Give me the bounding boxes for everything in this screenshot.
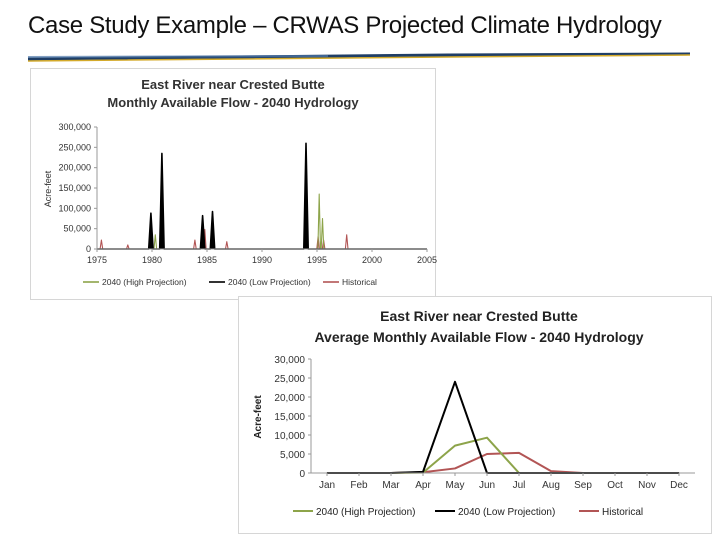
monthly-flow-chart-panel [30, 68, 436, 300]
chart2-point-2040-high-projection [454, 445, 455, 446]
chart2-x-tick-label: May [445, 480, 465, 491]
chart2-y-tick-label: 20,000 [274, 393, 305, 404]
average-monthly-flow-chart [239, 297, 711, 533]
chart2-y-tick-label: 30,000 [274, 355, 305, 366]
chart1-series-2040-high-projection [97, 194, 427, 249]
average-monthly-flow-chart-panel [238, 296, 712, 534]
chart2-x-tick-label: Jul [512, 480, 526, 491]
chart2-point-2040-low-projection [422, 471, 423, 472]
chart2-series-2040-low-projection [327, 382, 679, 473]
chart1-series-historical [97, 229, 427, 249]
chart2-x-tick-label: Sep [574, 480, 592, 491]
chart1-y-tick-label: 100,000 [58, 203, 91, 214]
chart1-x-tick-label: 2005 [416, 255, 438, 265]
chart1-x-tick-label: 1985 [196, 255, 218, 265]
chart2-point-2040-low-projection [454, 381, 455, 382]
chart2-point-historical [486, 453, 487, 454]
chart2-y-tick-label: 5,000 [279, 450, 305, 461]
chart1-y-tick-label: 200,000 [58, 162, 91, 173]
chart1-series-2040-low-projection [97, 143, 427, 249]
chart1-legend-label-2040-high-projection: 2040 (High Projection) [102, 277, 187, 287]
chart2-point-historical [518, 452, 519, 453]
chart1-legend-label-historical: Historical [342, 277, 377, 287]
chart2-x-tick-label: Oct [607, 480, 623, 491]
chart2-subtitle: Average Monthly Available Flow - 2040 Hydrology [314, 329, 644, 345]
chart1-subtitle: Monthly Available Flow - 2040 Hydrology [107, 95, 359, 110]
chart2-x-tick-label: Dec [670, 480, 688, 491]
chart2-x-tick-label: Aug [542, 480, 560, 491]
chart2-x-tick-label: Nov [638, 480, 656, 491]
chart2-legend-label-2040-low-projection: 2040 (Low Projection) [458, 507, 556, 518]
chart2-y-axis-label: Acre-feet [253, 395, 264, 439]
chart1-legend-label-2040-low-projection: 2040 (Low Projection) [228, 277, 311, 287]
chart2-legend-label-2040-high-projection: 2040 (High Projection) [316, 507, 416, 518]
chart1-y-tick-label: 250,000 [58, 142, 91, 153]
chart2-x-tick-label: Mar [382, 480, 400, 491]
chart1-x-tick-label: 1980 [141, 255, 163, 265]
chart1-x-tick-label: 1995 [306, 255, 328, 265]
chart2-x-tick-label: Jun [478, 480, 496, 491]
chart2-x-tick-label: Jan [318, 480, 336, 491]
monthly-flow-chart [31, 69, 438, 299]
chart2-x-tick-label: Apr [415, 480, 431, 491]
chart1-title: East River near Crested Butte [141, 77, 325, 92]
chart2-series-2040-high-projection [327, 438, 679, 473]
chart2-point-historical [454, 468, 455, 469]
chart1-x-tick-label: 2000 [361, 255, 383, 265]
chart2-x-tick-label: Feb [350, 480, 368, 491]
chart1-y-tick-label: 300,000 [58, 122, 91, 132]
chart2-y-tick-label: 15,000 [274, 412, 305, 423]
chart1-y-axis-label: Acre-feet [43, 170, 53, 208]
chart1-y-tick-label: 0 [85, 244, 91, 254]
chart1-x-tick-label: 1975 [86, 255, 108, 265]
chart2-y-tick-label: 0 [299, 469, 305, 480]
chart1-x-tick-label: 1990 [251, 255, 273, 265]
chart2-y-tick-label: 25,000 [274, 374, 305, 385]
chart1-y-tick-label: 50,000 [63, 223, 91, 234]
chart2-y-tick-label: 10,000 [274, 431, 305, 442]
chart2-point-historical [550, 471, 551, 472]
chart2-title: East River near Crested Butte [380, 308, 578, 324]
chart2-point-2040-high-projection [486, 437, 487, 438]
slide-title: Case Study Example – CRWAS Projected Climate Hydrology [28, 12, 662, 39]
title-underline-rule [28, 52, 690, 64]
chart1-y-tick-label: 150,000 [58, 183, 91, 193]
chart2-legend-label-historical: Historical [602, 507, 644, 518]
